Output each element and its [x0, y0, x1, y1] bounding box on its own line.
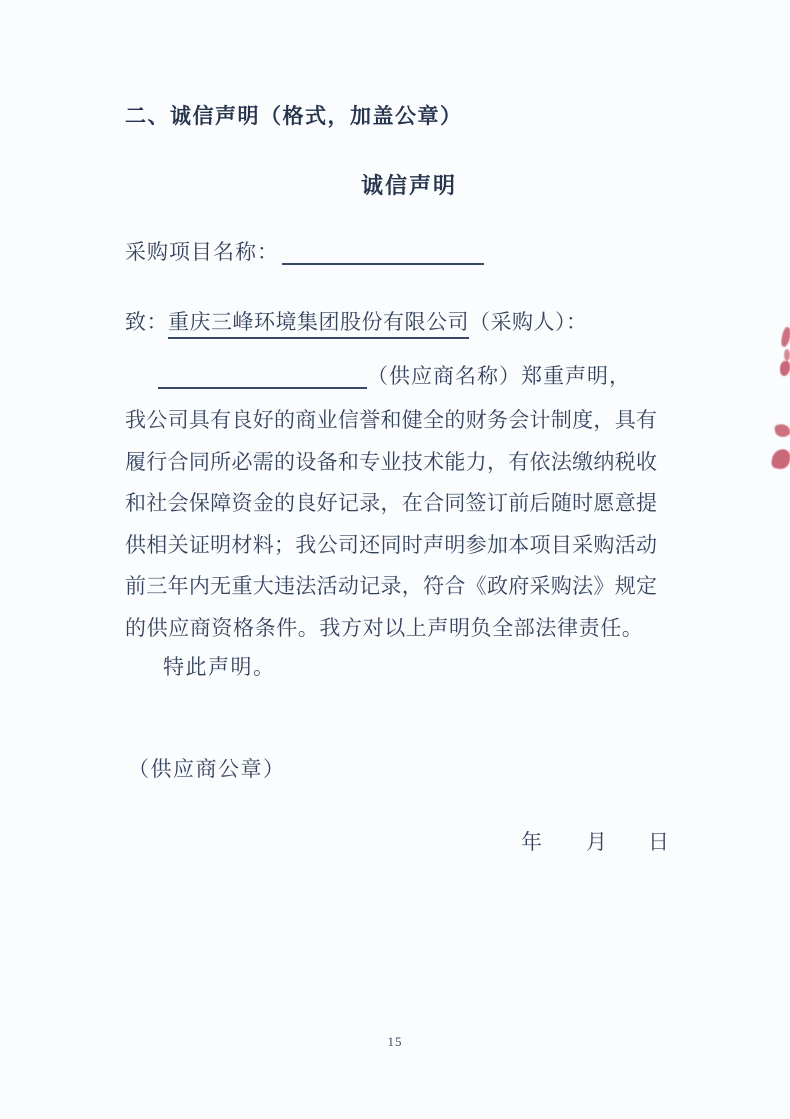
section-heading: 二、诚信声明（格式，加盖公章）	[125, 105, 463, 128]
red-seal-fragment	[780, 361, 790, 376]
declaration-body-line: 供相关证明材料；我公司还同时声明参加本项目采购活动	[125, 533, 657, 557]
project-name-row	[125, 236, 484, 266]
addressee-prefix: 致：	[125, 310, 168, 334]
supplier-seal-note: （供应商公章）	[128, 757, 286, 781]
declaration-body-line: 我公司具有良好的商业信誉和健全的财务会计制度，具有	[125, 408, 657, 432]
red-seal-fragment	[784, 349, 790, 361]
addressee-suffix: （采购人）：	[469, 310, 588, 334]
red-seal-fragment	[774, 423, 790, 438]
red-seal-fragment	[780, 326, 790, 347]
addressee-row	[125, 306, 588, 336]
declaration-body-line: 的供应商资格条件。我方对以上声明负全部法律责任。	[125, 616, 644, 640]
page-number: 15	[387, 1034, 403, 1049]
supplier-name-blank-field	[158, 367, 367, 389]
declaration-body-line: 和社会保障资金的良好记录，在合同签订前后随时愿意提	[125, 491, 657, 515]
declaration-body-line: 前三年内无重大违法活动记录，符合《政府采购法》规定	[125, 574, 657, 598]
closing-statement: 特此声明。	[163, 655, 276, 679]
date-year-label: 年	[521, 830, 542, 854]
project-name-label: 采购项目名称：	[125, 240, 279, 264]
declaration-first-line	[125, 360, 631, 390]
red-seal-fragment	[771, 448, 790, 470]
purchaser-company-name: 重庆三峰环境集团股份有限公司	[168, 310, 469, 339]
project-name-blank-field	[282, 243, 484, 265]
document-title: 诚信声明	[360, 173, 457, 198]
declaration-first-line-text: （供应商名称）郑重声明，	[367, 364, 631, 388]
date-day-label: 日	[648, 830, 669, 854]
date-line	[0, 826, 790, 856]
date-month-label: 月	[586, 830, 607, 854]
declaration-body-line: 履行合同所必需的设备和专业技术能力，有依法缴纳税收	[125, 450, 657, 474]
